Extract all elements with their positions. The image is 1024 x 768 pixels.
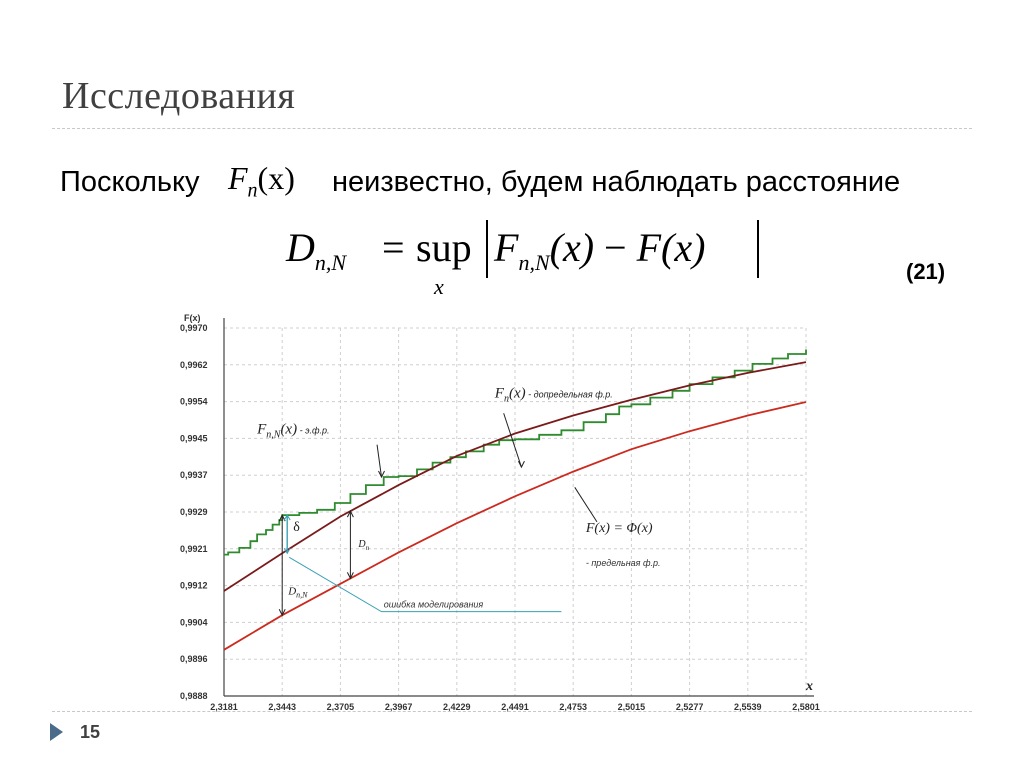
x-tick-label: 2,3967 (384, 702, 413, 712)
series-empirical-line (224, 350, 806, 555)
empirical-label-symbol: F (257, 421, 267, 438)
formula-21 (286, 216, 786, 306)
formula-abs-right-bar (757, 220, 759, 278)
x-tick-label: 2,5277 (675, 702, 704, 712)
prelimit-label-description: - допредельная ф.р. (525, 389, 613, 400)
x-tick-label: 2,5801 (792, 702, 820, 712)
formula-f1-subscript: n,N (518, 250, 550, 275)
x-tick-label: 2,4229 (443, 702, 471, 712)
prelimit-label-pointer-head (518, 461, 524, 467)
limit-label: F(x) = Φ(x) (585, 521, 653, 537)
x-tick-label: 2,4753 (559, 702, 587, 712)
bullet-arrow-icon (50, 723, 63, 741)
formula-abs-left-bar (486, 220, 488, 278)
formula-sup-subscript: x (434, 274, 444, 299)
formula-lhs-subscript: n,N (314, 250, 347, 275)
x-tick-label: 2,5015 (617, 702, 646, 712)
chart (170, 308, 840, 716)
y-tick-label: 0,9954 (180, 396, 208, 407)
prelimit-label-subscript: n (503, 393, 509, 405)
empirical-label-description: - э.ф.р. (297, 425, 330, 436)
formula-lhs (286, 224, 346, 276)
title-divider (52, 128, 972, 129)
y-tick-label: 0,9896 (180, 654, 208, 665)
formula-equals: = (382, 225, 405, 270)
page-number: 15 (80, 722, 101, 742)
x-tick-label: 2,3181 (210, 702, 238, 712)
sim-error-label: ошибка моделирования (383, 599, 484, 610)
y-tick-label: 0,9937 (180, 470, 208, 481)
inline-formula-fn (228, 160, 295, 202)
dn-subscript: n (365, 543, 370, 552)
formula-lhs-symbol: D (286, 225, 315, 270)
formula-f1: F (494, 225, 519, 270)
formula-sup: sup (416, 225, 472, 270)
footer-divider (52, 711, 972, 712)
inline-f-argument: (x) (257, 160, 295, 196)
empirical-label-subscript: n,N (266, 429, 281, 441)
formula-minus: − (594, 225, 637, 270)
intro-sentence (60, 160, 1010, 204)
inline-f-subscript: n (247, 179, 258, 202)
delta-label: δ (293, 520, 300, 536)
formula-f2-arg: (x) (661, 225, 706, 270)
x-tick-label: 2,4491 (501, 702, 529, 712)
y-tick-label: 0,9962 (180, 359, 208, 370)
inline-f-symbol: F (228, 160, 248, 196)
y-tick-label: 0,9888 (180, 691, 208, 701)
y-axis-label: F(x) (184, 313, 201, 323)
dnN-subscript: n,N (296, 590, 308, 600)
chart-annotations (256, 386, 660, 616)
dnN-label (287, 585, 308, 599)
empirical-label-argument: (x) (280, 421, 298, 438)
x-tick-label: 2,3443 (268, 702, 296, 712)
intro-text-before: Поскольку (60, 166, 200, 198)
dn-label (357, 539, 369, 552)
formula-abs-content (494, 224, 705, 276)
formula-f2: F (636, 225, 662, 270)
empirical-label (256, 421, 329, 440)
y-tick-label: 0,9929 (180, 507, 208, 517)
prelimit-label-argument: (x) (508, 385, 526, 402)
dnN-symbol: D (288, 585, 297, 598)
chart-ticks (180, 323, 820, 712)
prelimit-label-symbol: F (494, 385, 504, 402)
slide-title: Исследования (62, 75, 296, 117)
chart-svg (170, 308, 840, 716)
y-tick-label: 0,9945 (180, 433, 208, 444)
x-tick-label: 2,3705 (326, 702, 355, 712)
formula-f1-arg: (x) (549, 225, 595, 270)
y-tick-label: 0,9921 (180, 543, 208, 554)
y-tick-label: 0,9904 (180, 617, 208, 628)
x-tick-label: 2,5539 (734, 702, 762, 712)
limit-description: - предельная ф.р. (585, 557, 661, 568)
y-tick-label: 0,9912 (180, 580, 208, 591)
limit-label-pointer (575, 487, 597, 522)
intro-text-after: неизвестно, будем наблюдать расстояние (332, 166, 901, 198)
equation-number: (21) (906, 259, 946, 284)
y-tick-label: 0,9970 (180, 323, 208, 333)
prelimit-label (494, 386, 613, 405)
dn-symbol: D (358, 538, 366, 550)
x-axis-label: x (806, 679, 813, 694)
